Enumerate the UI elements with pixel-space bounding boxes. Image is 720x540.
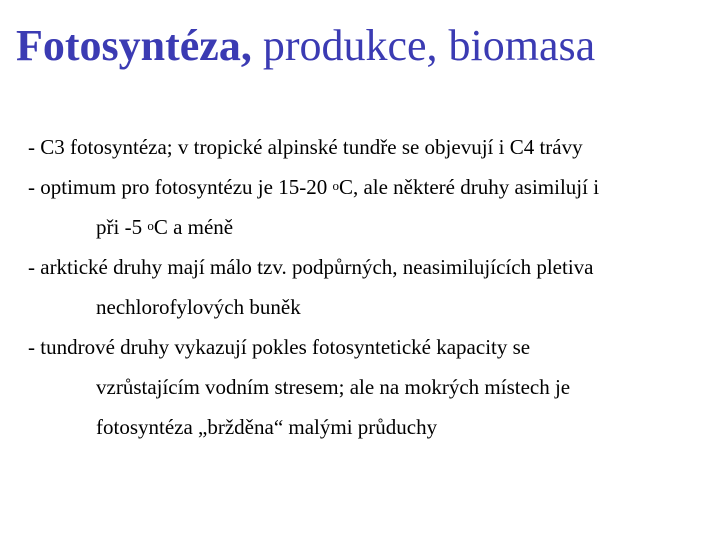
degree-sign: o [147,218,154,233]
optimum-text-d: C a méně [153,215,234,239]
bullet-arctic-line-1: - arktické druhy mají málo tzv. podpůrných, neasimilujících pletiva [28,255,594,279]
title-rest-part: produkce, biomasa [251,21,596,70]
optimum-text-a: - optimum pro fotosyntézu je 15-20 [28,175,333,199]
bullet-tundra-line-3: fotosyntéza „bržděna“ malými průduchy [96,415,438,439]
bullet-optimum-line-1 [28,167,708,207]
bullet-c3: - C3 fotosyntéza; v tropické alpinské tundře se objevují i C4 trávy [28,135,583,159]
bullet-tundra-line-2: vzrůstajícím vodním stresem; ale na mokrých místech je [96,375,571,399]
optimum-text-b: C, ale některé druhy asimilují i [338,175,600,199]
slide-title [16,14,595,78]
optimum-text-c: při -5 [96,215,148,239]
slide-body [28,127,708,447]
title-bold-part: Fotosyntéza, [16,21,252,70]
bullet-optimum-line-2 [28,207,708,247]
bullet-tundra-line-1: - tundrové druhy vykazují pokles fotosyntetické kapacity se [28,335,531,359]
bullet-arctic-line-2: nechlorofylových buněk [96,295,301,319]
degree-sign: o [332,178,339,193]
